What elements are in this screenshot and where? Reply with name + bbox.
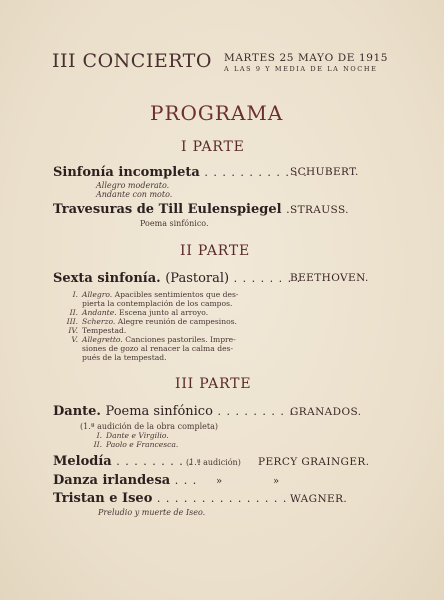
movement-5-cont: pués de la tempestad. xyxy=(82,353,167,362)
dot-leader: . . . . . . . . . xyxy=(217,405,294,418)
premiere-note: (1.ª audición de la obra completa) xyxy=(80,422,218,431)
work-subtitle: Preludio y muerte de Iseo. xyxy=(98,508,206,517)
dot-leader: . . . . . . . . . . xyxy=(116,455,202,468)
work-danza-irlandesa xyxy=(53,473,197,488)
movement-1: I. Allegro. Apacibles sentimientos que des- xyxy=(72,290,239,299)
work-title: Dante. xyxy=(53,404,101,419)
concert-number: III CONCIERTO xyxy=(52,50,212,72)
movement-4: IV. Tempestad. xyxy=(68,326,127,335)
dot-leader: . . . xyxy=(174,474,198,487)
part-1-heading: I PARTE xyxy=(181,139,245,155)
work-subtitle: (Pastoral) xyxy=(165,271,230,286)
work-title: Danza irlandesa xyxy=(53,473,171,488)
work-melodia xyxy=(53,454,202,469)
movement: I. Dante e Virgilio. xyxy=(96,431,169,440)
composer-beethoven: BEETHOVEN. xyxy=(290,272,369,284)
ditto-mark: » xyxy=(273,476,280,487)
movement: Andante con moto. xyxy=(96,190,173,199)
movement-1-cont: pierta la contemplación de los campos. xyxy=(82,299,233,308)
dot-leader: . . . . . . . . . . . . xyxy=(204,166,308,179)
work-tristan-e-iseo xyxy=(53,491,296,506)
movement-5-cont: siones de gozo al renacer la calma des- xyxy=(82,344,234,353)
movement: II. Paolo e Francesca. xyxy=(93,440,179,449)
dot-leader: . xyxy=(286,203,291,216)
movement-3: III. Scherzo. Alegre reunión de campesinos. xyxy=(66,317,237,326)
work-title: Sexta sinfonía. xyxy=(53,271,161,286)
movement-2: II. Andante. Escena junto al arroyo. xyxy=(69,308,209,317)
work-title: Melodía xyxy=(53,454,112,469)
composer-wagner: WAGNER. xyxy=(290,493,348,505)
work-till-eulenspiegel xyxy=(53,202,291,217)
work-sinfonia-incompleta xyxy=(53,165,308,180)
work-subtitle: Poema sinfónico xyxy=(105,404,213,419)
work-title: Travesuras de Till Eulenspiegel xyxy=(53,202,282,217)
work-title: Sinfonía incompleta xyxy=(53,165,200,180)
ditto-mark: » xyxy=(216,476,223,487)
page-title: PROGRAMA xyxy=(150,101,284,125)
part-3-heading: III PARTE xyxy=(175,376,252,392)
work-dante xyxy=(53,404,294,419)
composer-strauss: STRAUSS. xyxy=(290,204,349,216)
concert-date: MARTES 25 MAYO DE 1915 xyxy=(224,52,389,64)
concert-time: A LAS 9 Y MEDIA DE LA NOCHE xyxy=(224,65,378,73)
composer-percy-grainger: PERCY GRAINGER. xyxy=(258,456,370,468)
dot-leader: . . . . . . . . . . . . . . . . xyxy=(156,492,297,505)
work-sexta-sinfonia xyxy=(53,271,301,286)
movement: Allegro moderato. xyxy=(96,181,170,190)
part-2-heading: II PARTE xyxy=(180,243,251,259)
movement-5: V. Allegretto. Canciones pastoriles. Impre- xyxy=(71,335,236,344)
work-subtitle: Poema sinfónico. xyxy=(140,219,209,228)
composer-schubert: SCHUBERT. xyxy=(290,166,359,178)
work-title: Tristan e Iseo xyxy=(53,491,153,506)
dot-leader: . . . . . . . . xyxy=(233,272,302,285)
composer-granados: GRANADOS. xyxy=(290,406,362,418)
premiere-note: (1.ª audición) xyxy=(186,458,241,467)
